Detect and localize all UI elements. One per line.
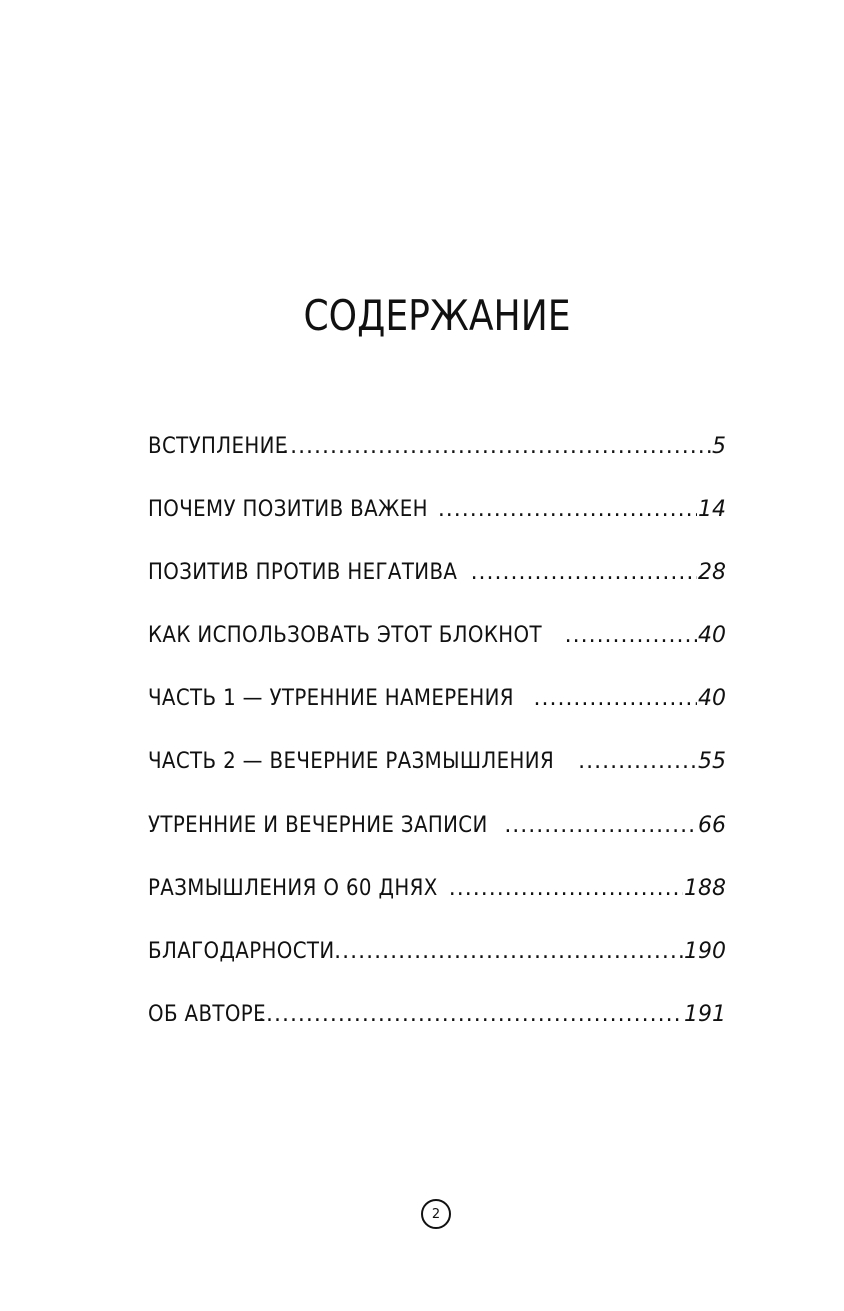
toc-entry-page: 66 [698, 812, 726, 838]
toc-entry-label: ЧАСТЬ 1 — УТРЕННИЕ НАМЕРЕНИЯ [148, 686, 514, 712]
toc-entry-how-to-use[interactable] [148, 614, 726, 677]
toc-dot-leader [531, 677, 697, 721]
toc-entry-label: ЧАСТЬ 2 — ВЕЧЕРНИЕ РАЗМЫШЛЕНИЯ [148, 749, 555, 775]
toc-dot-leader [576, 740, 697, 784]
toc-entry-why-positive-matters[interactable] [148, 488, 726, 551]
toc-entry-label: БЛАГОДАРНОСТИ [148, 938, 335, 964]
toc-entry-part-1[interactable] [148, 677, 726, 740]
toc-entry-page: 190 [684, 938, 726, 964]
toc-entry-60-days[interactable] [148, 867, 726, 930]
toc-dot-leader [469, 551, 697, 595]
toc-entry-morning-evening-notes[interactable] [148, 804, 726, 867]
toc-entry-part-2[interactable] [148, 740, 726, 803]
toc-entry-acknowledgements[interactable] [148, 930, 726, 993]
toc-entry-page: 28 [698, 560, 726, 586]
toc-entry-page: 188 [684, 875, 726, 901]
toc-entry-label: ОБ АВТОРЕ [148, 1001, 266, 1027]
toc-entry-page: 191 [684, 1001, 726, 1027]
toc-entry-positive-vs-negative[interactable] [148, 551, 726, 614]
toc-dot-leader [447, 867, 683, 911]
toc-entry-label: КАК ИСПОЛЬЗОВАТЬ ЭТОТ БЛОКНОТ [148, 623, 542, 649]
toc-dot-leader [502, 804, 697, 848]
toc-dot-leader [332, 930, 683, 974]
toc-entry-introduction[interactable] [148, 425, 726, 488]
toc-entry-page: 40 [698, 686, 726, 712]
toc-entry-about-author[interactable] [148, 993, 726, 1056]
toc-entry-label: ПОЗИТИВ ПРОТИВ НЕГАТИВА [148, 560, 458, 586]
toc-dot-leader [563, 614, 697, 658]
toc-entry-page: 55 [698, 749, 726, 775]
toc-entry-label: ВСТУПЛЕНИЕ [148, 434, 288, 459]
toc-entry-label: РАЗМЫШЛЕНИЯ О 60 ДНЯХ [148, 875, 438, 901]
toc-dot-leader [280, 425, 711, 469]
page-title: СОДЕРЖАНИЕ [303, 291, 571, 340]
toc-entry-page: 40 [698, 623, 726, 649]
toc-entry-page: 5 [712, 434, 726, 459]
table-of-contents [148, 425, 726, 1056]
toc-dot-leader [436, 488, 697, 532]
page-number-badge: 2 [421, 1199, 451, 1229]
toc-entry-label: ПОЧЕМУ ПОЗИТИВ ВАЖЕН [148, 497, 428, 523]
toc-dot-leader [256, 993, 683, 1037]
toc-entry-page: 14 [698, 497, 726, 523]
toc-entry-label: УТРЕННИЕ И ВЕЧЕРНИЕ ЗАПИСИ [148, 812, 488, 838]
